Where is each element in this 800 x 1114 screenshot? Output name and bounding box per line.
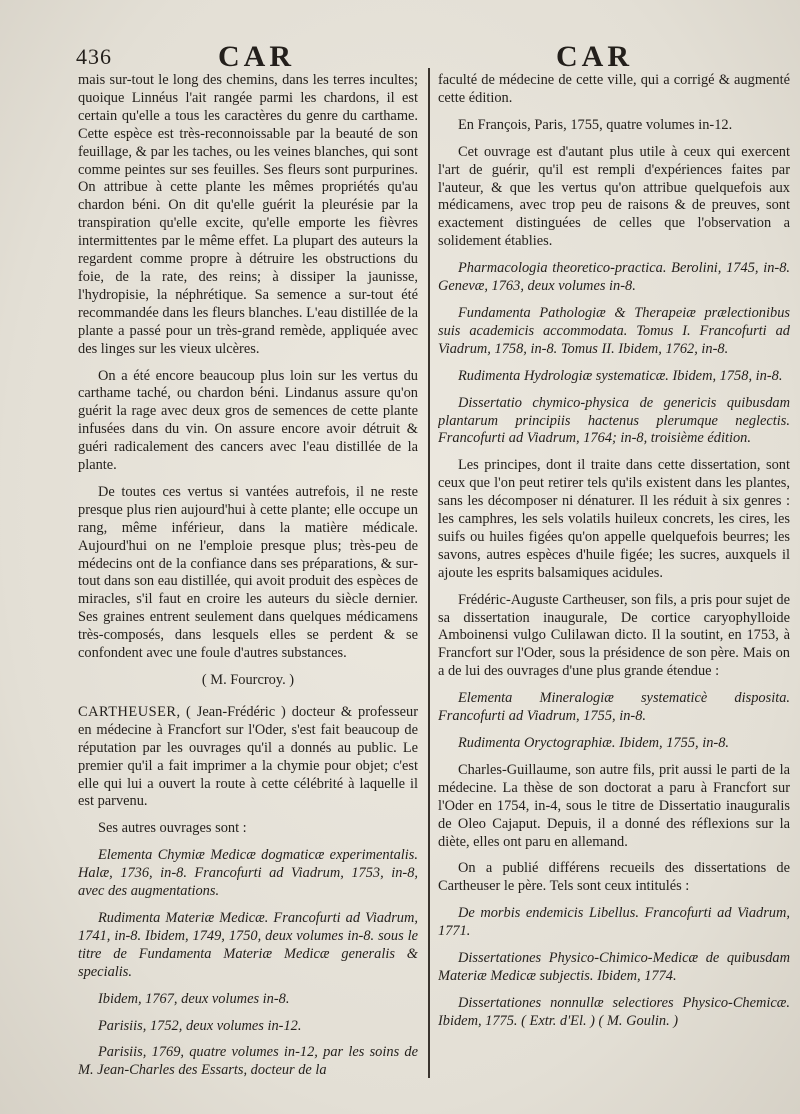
- running-head-left: CAR: [218, 40, 295, 73]
- bibliography-item: Rudimenta Materiæ Medicæ. Francofurti ad Viadrum, 1741, in-8. Ibidem, 1749, 1750, deux volumes in-8. sous le titre de Fundamenta Materiæ Medicæ generalis & specialis.: [78, 909, 418, 980]
- author-signature: ( M. Fourcroy. ): [201, 672, 295, 688]
- bibliography-item: Parisiis, 1769, quatre volumes in-12, par les soins de M. Jean-Charles des Essarts, docteur de la: [78, 1044, 418, 1079]
- bibliography-item: Rudimenta Hydrologiæ systematicæ. Ibidem, 1758, in-8.: [458, 367, 783, 384]
- bibliography-item: Dissertatio chymico-physica de genericis quibusdam plantarum principiis hactenus plerumque neglectis. Francofurti ad Viadrum, 1764; in-8, troisième édition.: [438, 394, 790, 447]
- bibliography-item: Dissertationes nonnullæ selectiores Physico-Chemicæ. Ibidem, 1775. ( Extr. d'El. ) ( M. Goulin. ): [438, 994, 790, 1029]
- paragraph: En François, Paris, 1755, quatre volumes in-12.: [458, 116, 733, 133]
- paragraph: mais sur-tout le long des chemins, dans les terres incultes; quoique Linnéus l'ait rangée parmi les chardons, il est certain qu'elle a tous les caractères du genre du carthame. Cette espèce est très-reconnoissable par la beauté de son feuillage, & par les taches, ou les veines blanches, qui sont comme peintes sur ses feuilles. Ses fleurs sont purpurines. On attribue à cette plante les mêmes propriétés qu'au chardon béni. On dit qu'elle guérit la pleurésie par la transpiration qu'elle excite, qu'elle emporte les fièvres intermittentes par le même effet. La plupart des auteurs la regardent comme propre à détruire les obstructions du foie, de la rate, des reins; à dissiper la jaunisse, l'hydropisie, la néphrétique. Sa semence a sur-tout été recommandée dans les fleurs blanches. L'eau distillée de la plante a passé pour un très-grand remède, appliquée avec des linges sur les vieux ulcères.: [78, 72, 418, 357]
- bibliography-item: Elementa Mineralogiæ systematicè disposita. Francofurti ad Viadrum, 1755, in-8.: [438, 690, 790, 725]
- paragraph: Charles-Guillaume, son autre fils, prit aussi le parti de la médecine. La thèse de son doctorat a paru à Francfort sur l'Oder en 1754, in-4, sous le titre de Dissertatio inauguralis de Oleo Cajaput. Depuis, il a donné des réflexions sur la diète, elles ont paru en allemand.: [438, 761, 790, 850]
- paragraph: faculté de médecine de cette ville, qui a corrigé & augmenté cette édition.: [438, 72, 790, 106]
- running-head-right: CAR: [556, 40, 633, 73]
- paragraph: On a été encore beaucoup plus loin sur les vertus du carthame taché, ou chardon béni. Lindanus assure qu'on guérit la rage avec deux gros de semences de cette plante infusées dans du vin. On assure encore avoir détruit & guéri radicalement des cancers avec l'eau distillée de la plante.: [78, 367, 418, 474]
- paragraph: Les principes, dont il traite dans cette dissertation, sont ceux que l'on peut retirer tels qu'ils existent dans les plantes, sans les décomposer ni dénaturer. Il les réduit à six genres : les camphres, les sels volatils huileux concrets, les cires, les suifs ou huiles figées qu'on appelle quelquefois beurres; les savons, autres espèces d'huile figée; les sucres, auxquels il ajoute les esprits balsamiques acidules.: [438, 457, 790, 581]
- paragraph: Ses autres ouvrages sont :: [98, 820, 247, 837]
- bibliography-item: Rudimenta Oryctographiæ. Ibidem, 1755, in-8.: [458, 735, 729, 751]
- entry-headword: CARTHEUSER: [78, 703, 177, 720]
- right-column: [438, 72, 790, 1112]
- bibliography-item: De morbis endemicis Libellus. Francofurti ad Viadrum, 1771.: [438, 905, 790, 940]
- bibliography-item: Dissertationes Physico-Chimico-Medicæ de quibusdam Materiæ Medicæ subjectis. Ibidem, 1774.: [438, 950, 790, 984]
- bibliography-item: Parisiis, 1752, deux volumes in-12.: [98, 1017, 302, 1034]
- bibliography-item: Fundamenta Pathologiæ & Therapeiæ prælectionibus suis academicis accommodata. Tomus I. Francofurti ad Viadrum, 1758, in-8. Tomus II. Ibidem, 1762, in-8.: [438, 304, 790, 357]
- paragraph: On a publié différens recueils des dissertations de Cartheuser le père. Tels sont ceux intitulés :: [438, 860, 790, 895]
- bibliography-item: Ibidem, 1767, deux volumes in-8.: [98, 990, 290, 1007]
- entry-paragraph: [78, 704, 418, 811]
- bibliography-item: Elementa Chymiæ Medicæ dogmaticæ experimentalis. Halæ, 1736, in-8. Francofurti ad Viadrum, 1753, in-8, avec des augmentations.: [78, 847, 418, 900]
- entry-text: , ( Jean-Frédéric ) docteur & professeur en médecine à Francfort sur l'Oder, s'est fait beaucoup de réputation par les ouvrages qu'il a donnés au public. Le premier qu'il a fait imprimer a la chymie pour objet; c'est elle qui lui a ouvert la route à cette célébrité à laquelle il est parvenu.: [78, 703, 418, 810]
- left-column: [78, 72, 418, 1112]
- paragraph: Cet ouvrage est d'autant plus utile à ceux qui exercent l'art de guérir, qu'il est rempli d'expériences faites par l'auteur, & que les vertus qu'on attribue quelquefois aux médicamens, avec trop peu de raisons & de preuves, sont exactement distinguées de celles que l'observation a solidement établies.: [438, 143, 790, 250]
- page-number: 436: [76, 44, 112, 69]
- column-divider: [428, 68, 430, 1078]
- paragraph: De toutes ces vertus si vantées autrefois, il ne reste presque plus rien aujourd'hui à cette plante; elle occupe un rang, même inférieur, dans la matière médicale. Aujourd'hui on ne l'emploie presque plus; très-peu de médecins ont de la confiance dans ses préparations, & sur-tout dans son eau distillée, qui avoit produit des espèces de miracles, s'il faut en croire les auteurs du siècle dernier. Ses graines entrent seulement dans quelques médicamens très-composés, dans lesquels elles se perdent & se confondent avec une foule d'autres substances.: [78, 483, 418, 662]
- paragraph: Frédéric-Auguste Cartheuser, son fils, a pris pour sujet de sa dissertation inaugurale, De cortice caryophylloide Amboinensi vulgo Culilawan dicto. Il la soutint, en 1753, à Francfort sur l'Oder, sous la présidence de son père. Mais on a de lui des ouvrages d'une plus grande étendue :: [438, 591, 790, 680]
- bibliography-item: Pharmacologia theoretico-practica. Berolini, 1745, in-8. Genevæ, 1763, deux volumes in-8.: [438, 260, 790, 295]
